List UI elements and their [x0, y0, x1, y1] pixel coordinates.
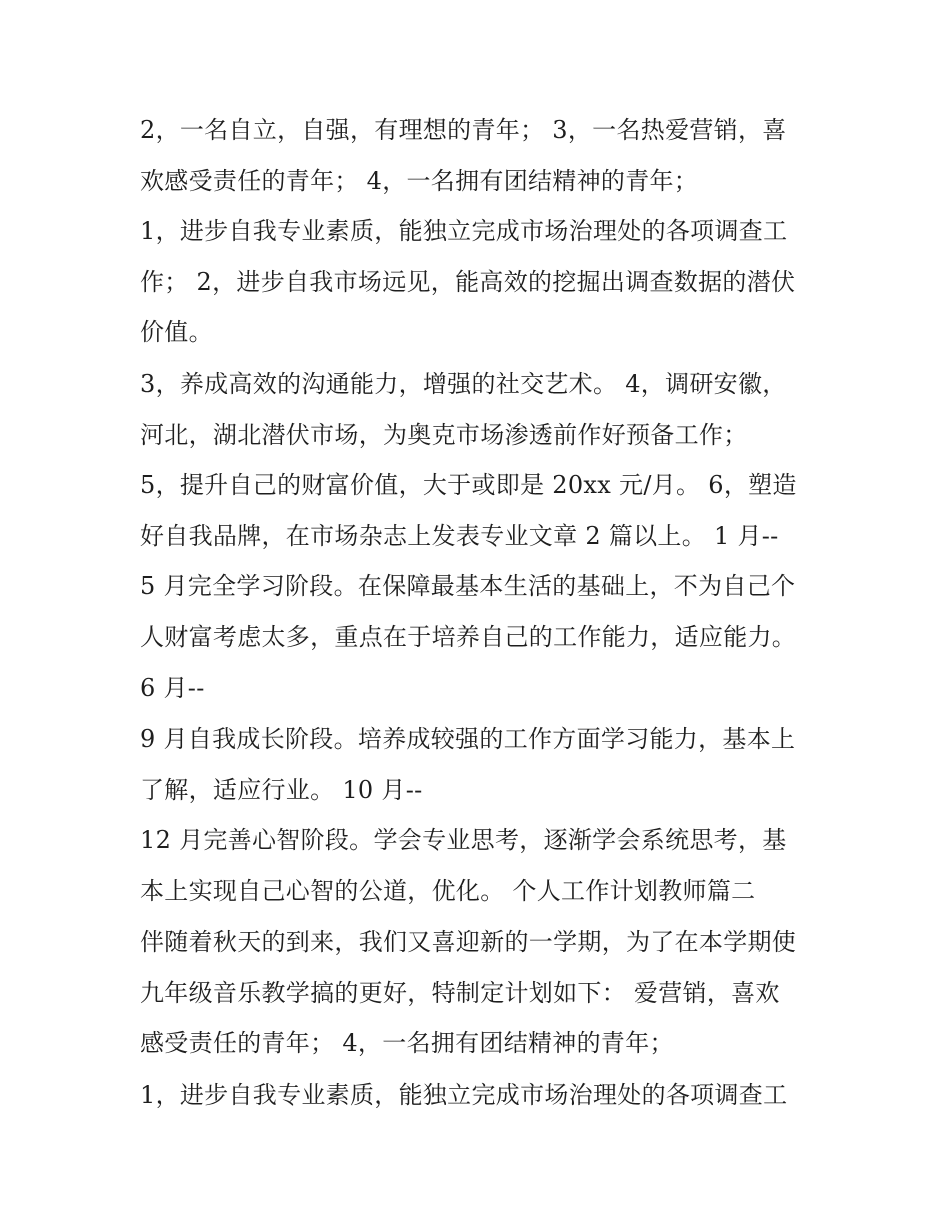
text-line: 1，进步自我专业素质，能独立完成市场治理处的各项调查工 [140, 1081, 788, 1109]
text-line: 3，养成高效的沟通能力，增强的社交艺术。 4，调研安徽， [140, 370, 787, 398]
text-line: 2，一名自立，自强，有理想的青年； 3，一名热爱营销，喜 [140, 116, 787, 144]
text-line: 6 月-- [140, 674, 205, 702]
text-line: 欢感受责任的青年； 4，一名拥有团结精神的青年； [140, 167, 699, 195]
text-line: 感受责任的青年； 4，一名拥有团结精神的青年； [140, 1029, 674, 1057]
text-line: 伴随着秋天的到来，我们又喜迎新的一学期，为了在本学期使 [140, 928, 797, 956]
text-line: 1，进步自我专业素质，能独立完成市场治理处的各项调查工 [140, 217, 788, 245]
text-line: 九年级音乐教学搞的更好，特制定计划如下： 爱营销，喜欢 [140, 979, 780, 1007]
text-line: 9 月自我成长阶段。培养成较强的工作方面学习能力，基本上 [140, 725, 796, 753]
text-line: 价值。 [140, 318, 213, 346]
text-line: 5，提升自己的财富价值，大于或即是 20xx 元/月。 6，塑造 [140, 471, 797, 499]
text-line: 人财富考虑太多，重点在于培养自己的工作能力，适应能力。 [140, 623, 797, 651]
text-line: 5 月完全学习阶段。在保障最基本生活的基础上，不为自己个 [140, 572, 796, 600]
text-line: 好自我品牌，在市场杂志上发表专业文章 2 篇以上。 1 月-- [140, 522, 779, 550]
text-line: 了解，适应行业。 10 月-- [140, 776, 423, 804]
text-line: 河北，湖北潜伏市场，为奥克市场渗透前作好预备工作； [140, 421, 748, 449]
text-line: 本上实现自己心智的公道，优化。 个人工作计划教师篇二 [140, 877, 756, 905]
text-line: 12 月完善心智阶段。学会专业思考，逐渐学会系统思考，基 [140, 826, 787, 854]
text-line: 作； 2，进步自我市场远见，能高效的挖掘出调查数据的潜伏 [140, 268, 796, 296]
